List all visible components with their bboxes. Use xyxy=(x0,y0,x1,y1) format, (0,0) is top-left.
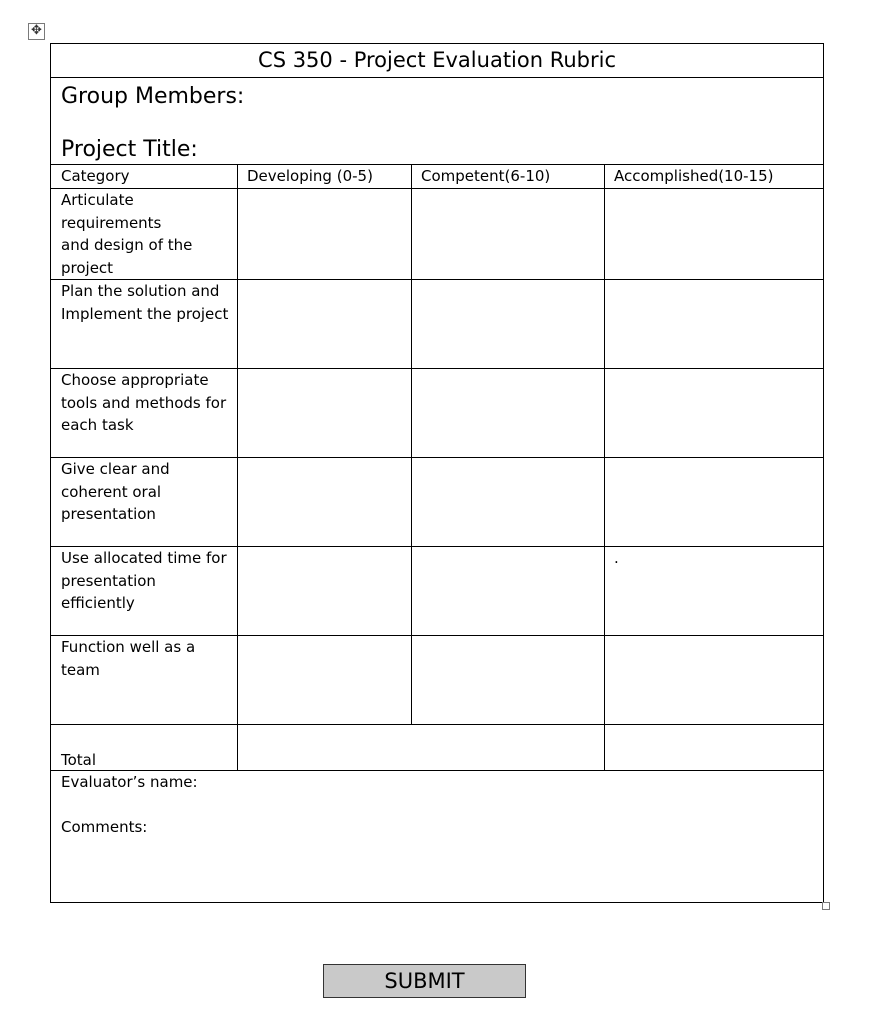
score-cell-competent[interactable] xyxy=(412,458,605,547)
criterion-label: Use allocated time for presentation efficiently xyxy=(51,547,238,636)
criterion-label: Choose appropriate tools and methods for each task xyxy=(51,369,238,458)
project-title-label: Project Title: xyxy=(61,137,198,162)
score-cell-developing[interactable] xyxy=(238,636,412,725)
submit-button[interactable]: SUBMIT xyxy=(323,964,526,998)
evaluator-name-label: Evaluator’s name: xyxy=(61,773,198,791)
header-category: Category xyxy=(51,165,238,189)
criterion-row xyxy=(51,458,824,547)
score-cell-developing[interactable] xyxy=(238,458,412,547)
rubric-header-row xyxy=(51,165,824,189)
score-cell-developing[interactable] xyxy=(238,547,412,636)
criterion-row xyxy=(51,280,824,369)
score-cell-developing[interactable] xyxy=(238,189,412,280)
header-accomplished: Accomplished(10-15) xyxy=(605,165,824,189)
score-cell-developing[interactable] xyxy=(238,369,412,458)
criterion-row xyxy=(51,547,824,636)
evaluator-comments-cell[interactable] xyxy=(51,771,824,903)
criterion-label: Function well as a team xyxy=(51,636,238,725)
score-cell-competent[interactable] xyxy=(412,636,605,725)
criterion-label: Articulate requirements and design of the project xyxy=(51,189,238,280)
score-cell-accomplished[interactable] xyxy=(605,547,824,636)
total-label: Total xyxy=(51,725,238,771)
table-move-handle-icon[interactable]: ✥ xyxy=(28,23,45,40)
total-row xyxy=(51,725,824,771)
score-cell-accomplished[interactable] xyxy=(605,636,824,725)
score-cell-accomplished[interactable] xyxy=(605,189,824,280)
header-competent: Competent(6-10) xyxy=(412,165,605,189)
header-developing: Developing (0-5) xyxy=(238,165,412,189)
score-cell-competent[interactable] xyxy=(412,369,605,458)
score-cell-accomplished[interactable] xyxy=(605,369,824,458)
comments-label: Comments: xyxy=(61,818,148,836)
score-cell-competent[interactable] xyxy=(412,189,605,280)
score-cell-accomplished[interactable] xyxy=(605,458,824,547)
project-info-cell[interactable] xyxy=(51,78,824,165)
score-cell-developing[interactable] xyxy=(238,280,412,369)
score-cell-accomplished[interactable] xyxy=(605,280,824,369)
score-cell-competent[interactable] xyxy=(412,280,605,369)
total-score-cell[interactable] xyxy=(238,725,605,771)
criterion-label: Give clear and coherent oral presentation xyxy=(51,458,238,547)
total-accomplished-cell[interactable] xyxy=(605,725,824,771)
rubric-title: CS 350 - Project Evaluation Rubric xyxy=(51,44,824,78)
criterion-row xyxy=(51,189,824,280)
criterion-row xyxy=(51,369,824,458)
criterion-row xyxy=(51,636,824,725)
criterion-label: Plan the solution and Implement the project xyxy=(51,280,238,369)
score-cell-competent[interactable] xyxy=(412,547,605,636)
table-resize-handle-icon[interactable] xyxy=(822,902,830,910)
group-members-label: Group Members: xyxy=(61,84,245,109)
stray-mark: . xyxy=(614,549,619,567)
rubric-table xyxy=(50,43,824,903)
